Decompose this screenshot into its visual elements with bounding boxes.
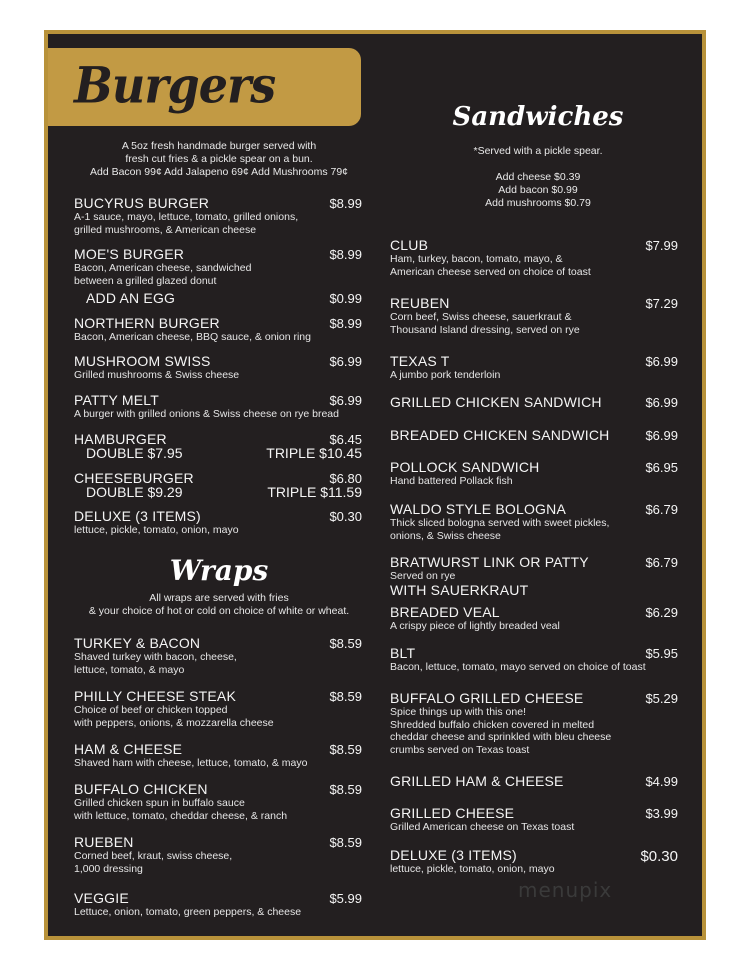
- menu-item: MOE'S BURGER $8.99 Bacon, American cheese, sandwiched between a grilled glazed donut: [74, 246, 362, 287]
- burgers-banner: [48, 48, 361, 126]
- menu-item: DELUXE (3 ITEMS) $0.30 lettuce, pickle, tomato, onion, mayo: [390, 847, 678, 875]
- menu-item-addon: ADD AN EGG $0.99: [86, 290, 362, 306]
- menu-item: REUBEN $7.29 Corn beef, Swiss cheese, sauerkraut & Thousand Island dressing, served on rye: [390, 295, 678, 336]
- menu-item: RUEBEN $8.59 Corned beef, kraut, swiss cheese, 1,000 dressing: [74, 834, 362, 875]
- burgers-intro: A 5oz fresh handmade burger served with fresh cut fries & a pickle spear on a bun. Add Bacon 99¢ Add Jalapeno 69¢ Add Mushrooms 79¢: [89, 140, 349, 178]
- menu-item: BREADED VEAL $6.29 A crispy piece of lightly breaded veal: [390, 604, 678, 632]
- wraps-title: Wraps: [169, 554, 269, 587]
- menu-item: CHEESEBURGER $6.80 DOUBLE $9.29 TRIPLE $11.59: [74, 470, 362, 500]
- menu-item: BLT $5.95 Bacon, lettuce, tomato, mayo served on choice of toast: [390, 645, 678, 673]
- sandwiches-intro: *Served with a pickle spear. Add cheese $0.39 Add bacon $0.99 Add mushrooms $0.79: [473, 145, 603, 209]
- menu-item: WALDO STYLE BOLOGNA $6.79 Thick sliced bologna served with sweet pickles, onions, & Swiss cheese: [390, 501, 678, 542]
- menu-item: CLUB $7.99 Ham, turkey, bacon, tomato, mayo, & American cheese served on choice of toast: [390, 237, 678, 278]
- menu-item: TURKEY & BACON $8.59 Shaved turkey with bacon, cheese, lettuce, tomato, & mayo: [74, 635, 362, 676]
- menu-item: GRILLED CHICKEN SANDWICH $6.99: [390, 394, 678, 410]
- menu-item: BUCYRUS BURGER $8.99 A-1 sauce, mayo, lettuce, tomato, grilled onions, grilled mushrooms, & American cheese: [74, 195, 362, 236]
- double-price: DOUBLE $9.29: [86, 484, 183, 500]
- menu-item: HAMBURGER $6.45 DOUBLE $7.95 TRIPLE $10.45: [74, 431, 362, 461]
- wraps-intro: All wraps are served with fries & your choice of hot or cold on choice of white or wheat.: [88, 592, 350, 617]
- menu-item: VEGGIE $5.99 Lettuce, onion, tomato, green peppers, & cheese: [74, 890, 362, 918]
- bratwurst-extra: WITH SAUERKRAUT: [390, 581, 529, 598]
- menu-board: [44, 30, 706, 940]
- menu-item: NORTHERN BURGER $8.99 Bacon, American cheese, BBQ sauce, & onion ring: [74, 315, 362, 343]
- menu-item: DELUXE (3 ITEMS) $0.30 lettuce, pickle, tomato, onion, mayo: [74, 508, 362, 536]
- triple-price: TRIPLE $10.45: [266, 445, 362, 461]
- menu-item: BUFFALO GRILLED CHEESE $5.29 Spice things up with this one! Shredded buffalo chicken covered in melted cheddar cheese and sprinkled with bleu cheese crumbs served on Texas toast: [390, 690, 678, 756]
- menu-item: BRATWURST LINK OR PATTY $6.79 Served on rye WITH SAUERKRAUT: [390, 554, 678, 598]
- sandwiches-title: Sandwiches: [452, 102, 624, 132]
- menu-item: HAM & CHEESE $8.59 Shaved ham with cheese, lettuce, tomato, & mayo: [74, 741, 362, 769]
- menu-item: BREADED CHICKEN SANDWICH $6.99: [390, 427, 678, 443]
- menu-item: PATTY MELT $6.99 A burger with grilled onions & Swiss cheese on rye bread: [74, 392, 362, 420]
- menu-item: GRILLED HAM & CHEESE $4.99: [390, 773, 678, 789]
- menu-item: TEXAS T $6.99 A jumbo pork tenderloin: [390, 353, 678, 381]
- menu-item: GRILLED CHEESE $3.99 Grilled American cheese on Texas toast: [390, 805, 678, 833]
- menu-item: BUFFALO CHICKEN $8.59 Grilled chicken spun in buffalo sauce with lettuce, tomato, cheddar cheese, & ranch: [74, 781, 362, 822]
- triple-price: TRIPLE $11.59: [267, 484, 362, 500]
- menu-item: PHILLY CHEESE STEAK $8.59 Choice of beef or chicken topped with peppers, onions, & mozzarella cheese: [74, 688, 362, 729]
- menu-item: POLLOCK SANDWICH $6.95 Hand battered Pollack fish: [390, 459, 678, 487]
- burgers-title: Burgers: [74, 55, 276, 115]
- double-price: DOUBLE $7.95: [86, 445, 183, 461]
- menupix-watermark: menupix: [518, 878, 613, 902]
- menu-item: MUSHROOM SWISS $6.99 Grilled mushrooms & Swiss cheese: [74, 353, 362, 381]
